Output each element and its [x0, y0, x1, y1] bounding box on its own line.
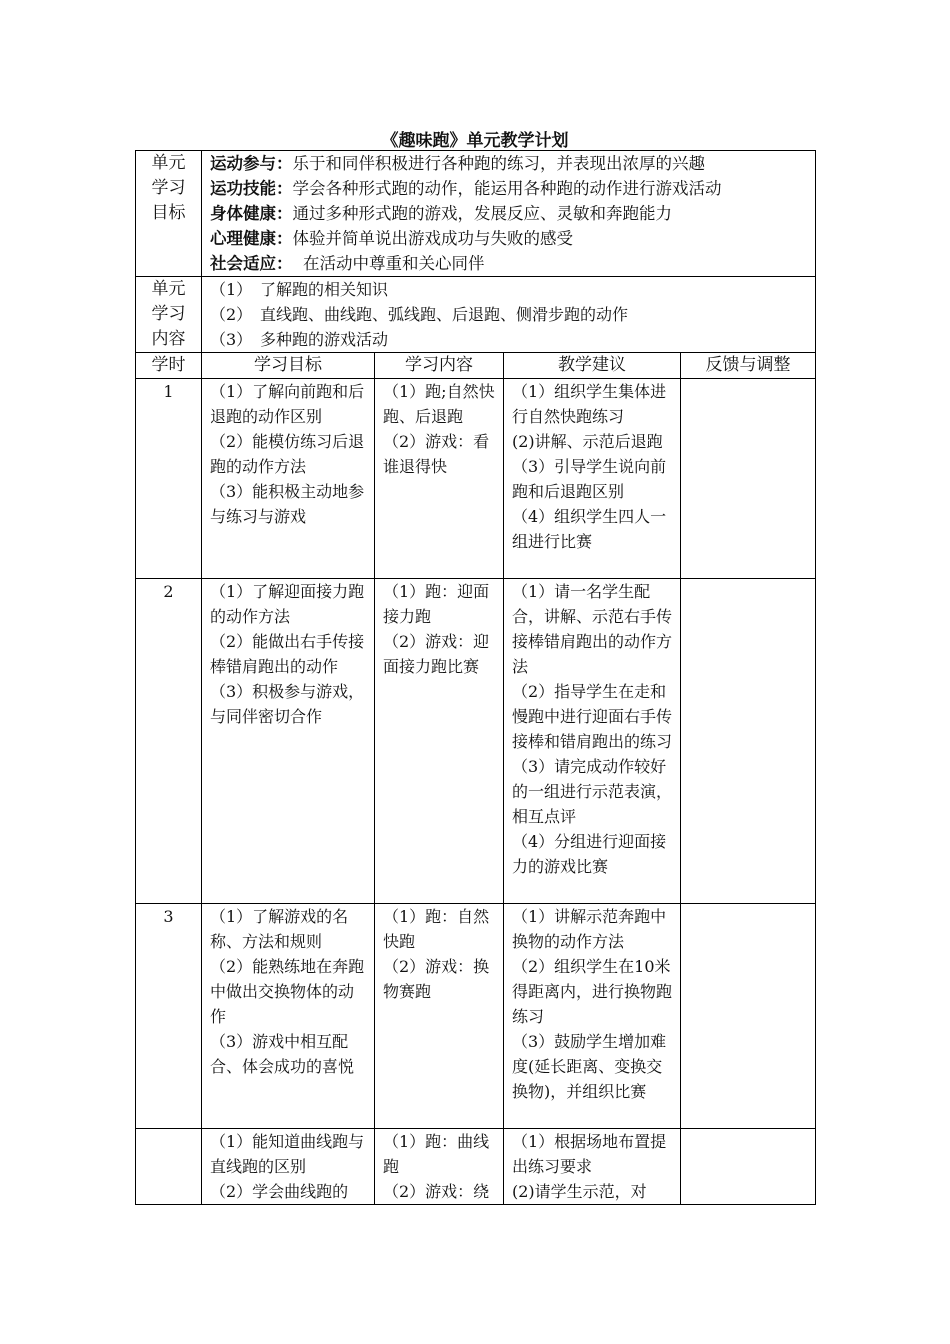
lesson-feedback — [681, 579, 816, 904]
lesson-contents: （1）跑：迎面接力跑 （2）游戏：迎面接力跑比赛 — [375, 579, 504, 904]
lesson-number — [136, 1129, 202, 1205]
lesson-goals: （1）了解向前跑和后退跑的动作区别 （2）能模仿练习后退跑的动作方法 （3）能积极主动地参与练习与游戏 — [202, 379, 375, 579]
lesson-suggestions: （1）根据场地布置提出练习要求 (2)请学生示范，对 — [504, 1129, 681, 1205]
lesson-suggestions: （1）请一名学生配合，讲解、示范右手传接棒错肩跑出的动作方法 （2）指导学生在走和慢跑中进行迎面右手传接棒和错肩跑出的练习 （3）请完成动作较好的一组进行示范表演，相互点评 （4）分组进行迎面接力的游戏比赛 — [504, 579, 681, 904]
objective-item: 运功技能：学会各种形式跑的动作，能运用各种跑的动作进行游戏活动 — [210, 179, 722, 198]
objective-item: 社会适应： 在活动中尊重和关心同伴 — [210, 254, 485, 273]
content-item: （3） 多种跑的游戏活动 — [210, 330, 389, 349]
objectives-row — [136, 151, 816, 277]
content-list — [202, 277, 816, 353]
lesson-contents: （1）跑：曲线跑 （2）游戏：绕 — [375, 1129, 504, 1205]
content-label: 单元 学习 内容 — [136, 277, 202, 353]
lesson-number: 2 — [136, 579, 202, 904]
lesson-goals: （1）能知道曲线跑与直线跑的区别 （2）学会曲线跑的 — [202, 1129, 375, 1205]
table-row — [136, 1129, 816, 1205]
lesson-number: 3 — [136, 904, 202, 1129]
header-feedback: 反馈与调整 — [681, 353, 816, 379]
lesson-number: 1 — [136, 379, 202, 579]
objective-item: 心理健康：体验并简单说出游戏成功与失败的感受 — [210, 229, 573, 248]
lesson-feedback — [681, 1129, 816, 1205]
content-item: （2） 直线跑、曲线跑、弧线跑、后退跑、侧滑步跑的动作 — [210, 305, 629, 324]
header-suggestions: 教学建议 — [504, 353, 681, 379]
content-item: （1） 了解跑的相关知识 — [210, 280, 389, 299]
table-header-row — [136, 353, 816, 379]
lesson-contents: （1）跑;自然快跑、后退跑 （2）游戏：看谁退得快 — [375, 379, 504, 579]
lesson-goals: （1）了解游戏的名称、方法和规则 （2）能熟练地在奔跑中做出交换物体的动作 （3）游戏中相互配合、体会成功的喜悦 — [202, 904, 375, 1129]
lesson-goals: （1）了解迎面接力跑的动作方法 （2）能做出右手传接棒错肩跑出的动作 （3）积极参与游戏，与同伴密切合作 — [202, 579, 375, 904]
lesson-suggestions: （1）讲解示范奔跑中换物的动作方法 （2）组织学生在10米得距离内，进行换物跑练习 （3）鼓励学生增加难度(延长距离、变换交换物)，并组织比赛 — [504, 904, 681, 1129]
objective-item: 运动参与：乐于和同伴积极进行各种跑的练习，并表现出浓厚的兴趣 — [210, 154, 705, 173]
lesson-contents: （1）跑：自然快跑 （2）游戏：换物赛跑 — [375, 904, 504, 1129]
table-row — [136, 379, 816, 579]
lesson-feedback — [681, 379, 816, 579]
content-row — [136, 277, 816, 353]
page-title: 《趣味跑》单元教学计划 — [381, 131, 569, 151]
unit-plan-table — [135, 150, 816, 1205]
lesson-feedback — [681, 904, 816, 1129]
objectives-list — [202, 151, 816, 277]
header-goals: 学习目标 — [202, 353, 375, 379]
table-row — [136, 579, 816, 904]
header-contents: 学习内容 — [375, 353, 504, 379]
objectives-label: 单元 学习 目标 — [136, 151, 202, 277]
header-lesson: 学时 — [136, 353, 202, 379]
lesson-suggestions: （1）组织学生集体进行自然快跑练习 (2)讲解、示范后退跑 （3）引导学生说向前跑和后退跑区别 （4）组织学生四人一组进行比赛 — [504, 379, 681, 579]
table-row — [136, 904, 816, 1129]
objective-item: 身体健康：通过多种形式跑的游戏，发展反应、灵敏和奔跑能力 — [210, 204, 672, 223]
